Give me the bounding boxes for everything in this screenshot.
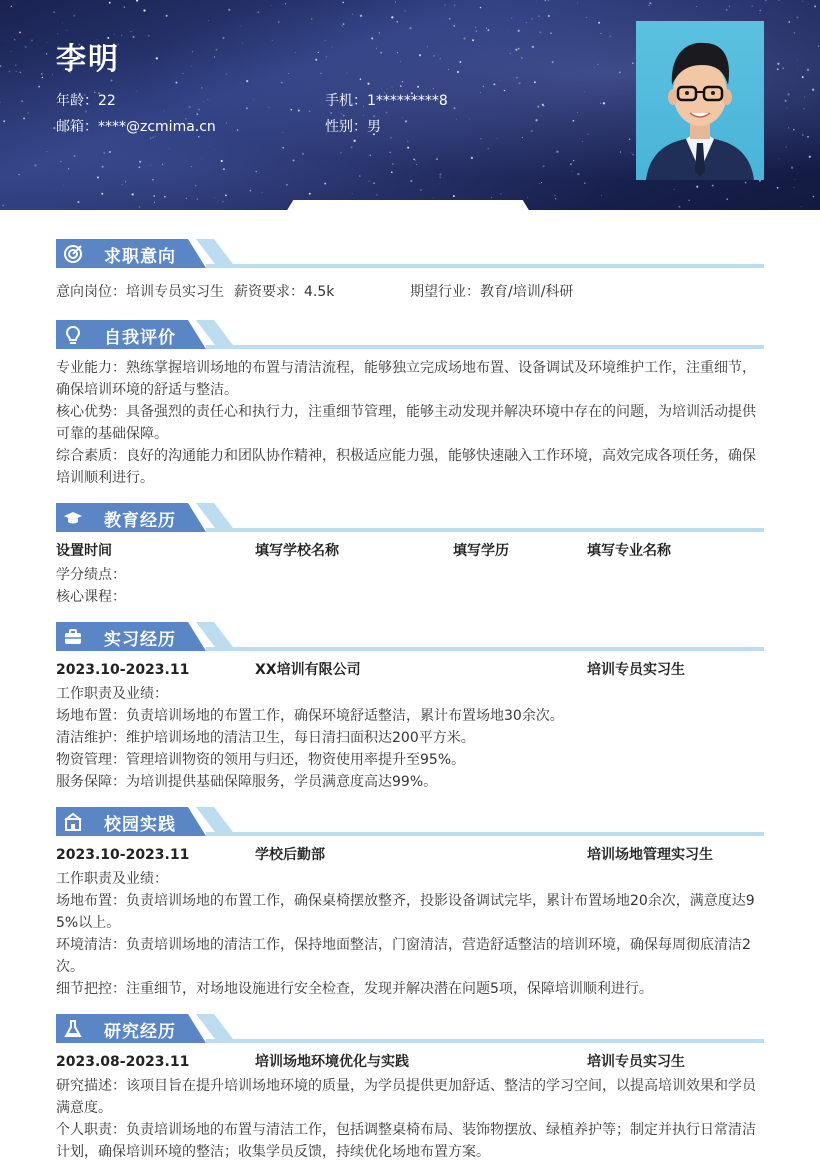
age-info: 年龄：22 xyxy=(56,93,116,109)
campus-org: 学校后勤部 xyxy=(255,847,325,863)
research-details xyxy=(56,1075,766,1163)
resume-header xyxy=(0,0,820,210)
campus-line: 环境清洁：负责培训场地的清洁工作，保持地面整洁，门窗清洁，营造舒适整洁的培训环境，确保每周彻底清洁2 xyxy=(56,937,751,953)
section-header-campus xyxy=(56,807,764,839)
intern-time: 2023.10-2023.11 xyxy=(56,662,190,678)
section-header-research xyxy=(56,1014,764,1046)
research-role: 培训专员实习生 xyxy=(587,1054,685,1070)
self-eval-line: 培训顺利进行。 xyxy=(56,470,154,486)
section-title: 研究经历 xyxy=(104,1022,176,1042)
research-line: 研究描述：该项目旨在提升培训场地环境的质量，为学员提供更加舒适、整洁的学习空间，以提高培训效果和学员 xyxy=(56,1078,756,1094)
section-header-self xyxy=(56,320,764,352)
building-icon xyxy=(63,812,83,832)
intent-industry: 期望行业：教育/培训/科研 xyxy=(410,284,574,300)
edu-gpa: 学分绩点： xyxy=(56,567,126,583)
edu-major: 填写专业名称 xyxy=(587,543,671,559)
intern-role: 培训专员实习生 xyxy=(587,662,685,678)
intern-line: 服务保障：为培训提供基础保障服务，学员满意度高达99%。 xyxy=(56,774,438,790)
campus-line: 工作职责及业绩： xyxy=(56,871,168,887)
intern-details xyxy=(56,683,766,793)
campus-line: 次。 xyxy=(56,959,84,975)
campus-details xyxy=(56,868,766,1000)
profile-photo xyxy=(636,21,764,180)
intern-line: 工作职责及业绩： xyxy=(56,686,168,702)
self-eval-line: 可靠的基础保障。 xyxy=(56,426,168,442)
graduation-cap-icon xyxy=(63,508,83,528)
section-title: 校园实践 xyxy=(104,815,176,835)
campus-line: 场地布置：负责培训场地的布置工作，确保桌椅摆放整齐，投影设备调试完毕，累计布置场地20余次，满意度达9 xyxy=(56,893,755,909)
bulb-icon xyxy=(63,325,83,345)
campus-role: 培训场地管理实习生 xyxy=(587,847,713,863)
research-line: 计划，确保培训环境的整洁；收集学员反馈，持续优化场地布置方案。 xyxy=(56,1144,490,1160)
target-icon xyxy=(63,244,83,264)
campus-line: 5%以上。 xyxy=(56,915,121,931)
research-line: 个人职责：负责培训场地的布置与清洁工作，包括调整桌椅布局、装饰物摆放、绿植养护等；制定并执行日常清洁 xyxy=(56,1122,756,1138)
intern-company: XX培训有限公司 xyxy=(255,662,361,678)
self-eval-text xyxy=(56,357,766,489)
intern-line: 清洁维护：维护培训场地的清洁卫生，每日清扫面积达200平方米。 xyxy=(56,730,475,746)
self-eval-line: 确保培训环境的舒适与整洁。 xyxy=(56,382,238,398)
intent-position: 意向岗位：培训专员实习生 xyxy=(56,284,224,300)
research-time: 2023.08-2023.11 xyxy=(56,1054,190,1070)
edu-time: 设置时间 xyxy=(56,543,112,559)
candidate-name: 李明 xyxy=(56,42,120,77)
header-notch-decoration xyxy=(286,200,530,212)
section-title: 求职意向 xyxy=(104,247,176,267)
section-header-education xyxy=(56,503,764,535)
self-eval-line: 核心优势：具备强烈的责任心和执行力，注重细节管理，能够主动发现并解决环境中存在的问题，为培训活动提供 xyxy=(56,404,756,420)
briefcase-icon xyxy=(63,627,83,647)
research-project: 培训场地环境优化与实践 xyxy=(255,1054,409,1070)
research-line: 满意度。 xyxy=(56,1100,112,1116)
intent-salary: 薪资要求：4.5k xyxy=(234,284,335,300)
section-title: 自我评价 xyxy=(104,328,176,348)
section-title: 教育经历 xyxy=(104,511,176,531)
phone-info: 手机：1*********8 xyxy=(325,93,448,109)
campus-line: 细节把控：注重细节，对场地设施进行安全检查，发现并解决潜在问题5项，保障培训顺利进行。 xyxy=(56,981,653,997)
campus-time: 2023.10-2023.11 xyxy=(56,847,190,863)
section-title: 实习经历 xyxy=(104,630,176,650)
section-header-internship xyxy=(56,622,764,654)
edu-degree: 填写学历 xyxy=(453,543,509,559)
section-header-intent xyxy=(56,239,764,271)
edu-courses: 核心课程： xyxy=(56,589,126,605)
self-eval-line: 综合素质：良好的沟通能力和团队协作精神，积极适应能力强，能够快速融入工作环境，高效完成各项任务，确保 xyxy=(56,448,756,464)
self-eval-line: 专业能力：熟练掌握培训场地的布置与清洁流程，能够独立完成场地布置、设备调试及环境维护工作，注重细节， xyxy=(56,360,756,376)
intern-line: 物资管理：管理培训物资的领用与归还，物资使用率提升至95%。 xyxy=(56,752,466,768)
gender-info: 性别：男 xyxy=(325,119,381,135)
edu-school: 填写学校名称 xyxy=(255,543,339,559)
email-info: 邮箱：****@zcmima.cn xyxy=(56,119,216,135)
flask-icon xyxy=(63,1019,83,1039)
intern-line: 场地布置：负责培训场地的布置工作，确保环境舒适整洁，累计布置场地30余次。 xyxy=(56,708,564,724)
